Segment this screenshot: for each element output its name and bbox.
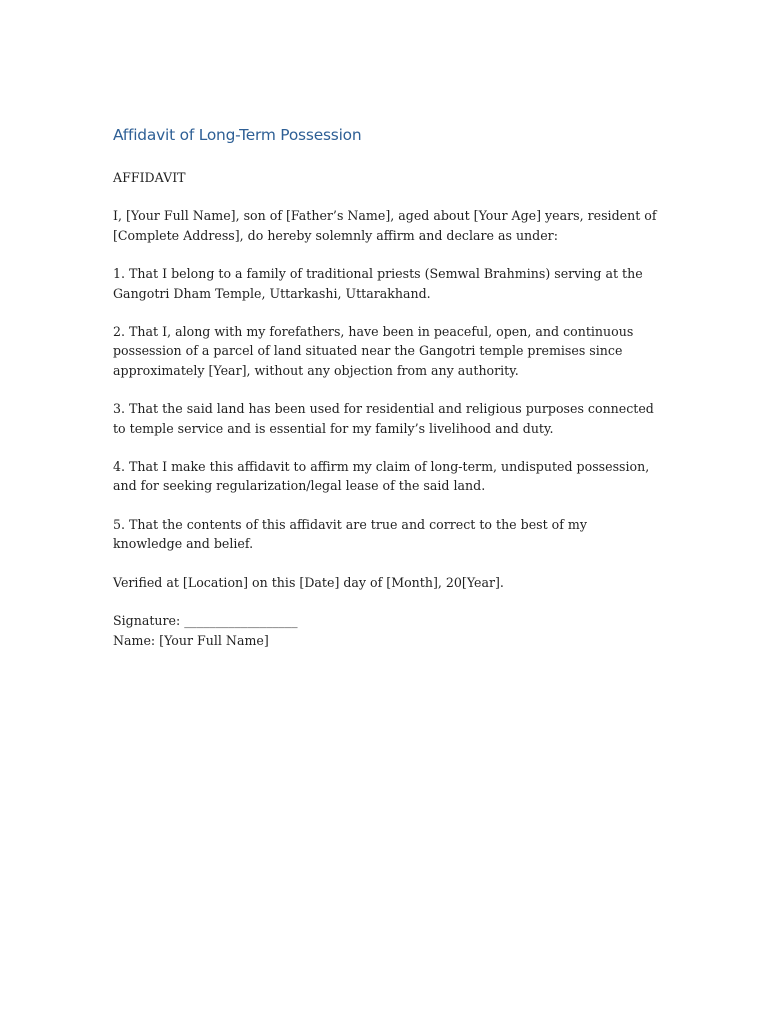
intro-paragraph: I, [Your Full Name], son of [Father’s Name], aged about [Your Age] years, resident of [Complete Address], do hereby solemnly affirm and declare as under: <box>113 208 657 243</box>
clause-4: 4. That I make this affidavit to affirm my claim of long-term, undisputed possession, and for seeking regularization/legal lease of the said land. <box>113 459 650 494</box>
clause-2: 2. That I, along with my forefathers, have been in peaceful, open, and continuous possession of a parcel of land situated near the Gangotri temple premises since approximately [Year], without any objection from any authority. <box>113 324 634 378</box>
clause-1: 1. That I belong to a family of traditional priests (Semwal Brahmins) serving at the Gangotri Dham Temple, Uttarkashi, Uttarakhand. <box>113 266 643 301</box>
verification-line: Verified at [Location] on this [Date] day of [Month], 20[Year]. <box>113 574 504 590</box>
name-line: Name: [Your Full Name] <box>113 632 269 648</box>
affidavit-heading: AFFIDAVIT <box>113 170 186 185</box>
document-body <box>113 123 658 650</box>
clause-5: 5. That the contents of this affidavit are true and correct to the best of my knowledge and belief. <box>113 516 587 552</box>
signature-line: Signature: __________________ <box>113 613 298 629</box>
clause-3: 3. That the said land has been used for residential and religious purposes connected to temple service and is essential for my family’s livelihood and duty. <box>113 401 654 436</box>
document-title: Affidavit of Long-Term Possession <box>113 126 362 144</box>
